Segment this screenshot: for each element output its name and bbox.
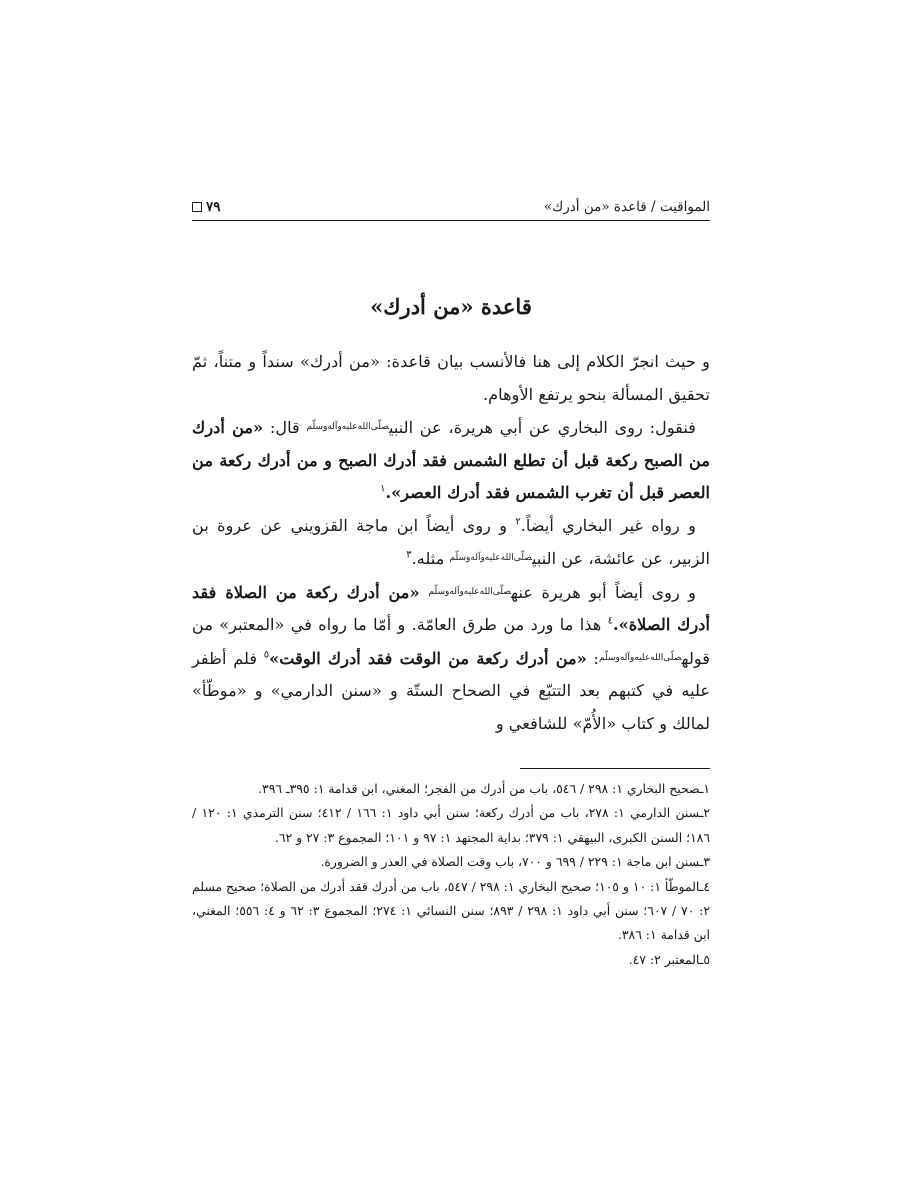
- page-number-block: [192, 199, 221, 215]
- footnote-text: الموطّأ ١: ١٠ و ١٠٥؛ صحيح البخاري ١: ٢٩٨ / ٥٤٧، باب من أدرك فقد أدرك من الصلاة؛ صحيح مسلم ٢: ٧٠ / ٦٠٧؛ سنن أبي داود ١: ٢٩٨ / ٨٩٣؛ سنن النسائي ١: ٢٧٤؛ المجموع ٣: ٦٢ و ٤: ٥٥٦؛ المغني، ابن قدامة ١: ٣٨٦.: [192, 878, 710, 943]
- footnote-ref-1: ١: [380, 483, 386, 495]
- page-number: ٧٩: [206, 199, 221, 215]
- footnote-number: ١ـ: [699, 781, 710, 796]
- footnote-text: سنن ابن ماجة ١: ٢٢٩ / ٦٩٩ و ٧٠٠، باب وقت الصلاة في العذر و الضرورة.: [320, 854, 700, 870]
- footnote-number: ٣ـ: [699, 854, 710, 870]
- footnote-5: [192, 948, 710, 972]
- footnote-1: [192, 777, 710, 801]
- footnote-number: ٢ـ: [699, 805, 710, 821]
- paragraph-1: و حيث انجرّ الكلام إلى هنا فالأنسب بيان قاعدة: «من أدرك» سنداً و متناً، ثمّ تحقيق المسألة بنحو يرتفع الأوهام.: [192, 352, 710, 404]
- p3-text-b: و روى أيضاً ابن ماجة القزويني عن عروة بن الزبير، عن عائشة، عن النبي: [192, 515, 710, 568]
- hadith-quote-1: «من أدرك من الصبح ركعة قبل أن تطلع الشمس فقد أدرك الصبح و من أدرك ركعة من العصر قبل أن تغرب الشمس فقد أدرك العصر».: [192, 418, 710, 502]
- p3-text-c: مثله.: [411, 549, 450, 568]
- footnote-separator: [520, 768, 710, 769]
- footnote-ref-3: ٣: [406, 549, 412, 561]
- footnote-ref-4: ٤: [607, 615, 613, 627]
- footnote-2: [192, 801, 710, 850]
- p4-text-a: و روى أيضاً أبو هريرة عنه: [511, 582, 696, 602]
- footnotes: [192, 777, 710, 972]
- running-title: المواقيت / قاعدة «من أدرك»: [543, 199, 710, 215]
- p2-text-a: فنقول: روى البخاري عن أبي هريرة، عن النبي: [389, 418, 696, 437]
- p3-text-a: و رواه غير البخاري أيضاً.: [520, 515, 696, 535]
- p4-text-b: هذا ما ورد من طرق العامّة. و أمّا ما رواه في «المعتبر» من قوله: [192, 615, 710, 668]
- footnote-4: [192, 875, 710, 948]
- salawat-ligature: صلّى‌الله‌عليه‌وآله‌وسلّم: [428, 586, 512, 597]
- square-ornament-icon: [192, 202, 202, 212]
- paragraph-2: [192, 411, 710, 510]
- footnote-ref-5: ٥: [263, 649, 270, 661]
- hadith-quote-3: «من أدرك ركعة من الوقت فقد أدرك الوقت»: [269, 648, 587, 668]
- hadith-quote-2: «من أدرك ركعة من الصلاة فقد أدرك الصلاة».: [192, 582, 710, 634]
- footnote-text: سنن الدارمي ١: ٢٧٨، باب من أدرك ركعة؛ سنن أبي داود ١: ١٦٦ / ٤١٢؛ سنن الترمذي ١: ١٢٠ / ١٨٦؛ السنن الكبرى، البيهقي ١: ٣٧٩؛ بداية المجتهد ١: ٩٧ و ١٠١؛ المجموع ٣: ٢٧ و ٦٢.: [192, 805, 710, 845]
- salawat-ligature: صلّى‌الله‌عليه‌وآله‌وسلّم: [306, 422, 389, 432]
- paragraph-4: [192, 576, 710, 741]
- footnote-ref-2: ٢: [515, 516, 521, 528]
- paragraph-3: [192, 510, 710, 576]
- footnote-text: صحيح البخاري ١: ٢٩٨ / ٥٤٦، باب من أدرك من الفجر؛ المغني، ابن قدامة ١: ٣٩٥ـ ٣٩٦.: [258, 781, 700, 796]
- footnote-3: [192, 850, 710, 874]
- footnote-number: ٤ـ: [699, 878, 710, 894]
- salawat-ligature: صلّى‌الله‌عليه‌وآله‌وسلّم: [599, 652, 682, 663]
- footnote-text: المعتبر ٢: ٤٧.: [628, 951, 700, 967]
- p4-text-c: :: [586, 648, 599, 668]
- p4-text-d: فلم أظفر عليه في كتبهم بعد التتبّع في الصحاح الستّة و «سنن الدارمي» و «موطّأ» لمالك و كتاب «الأُمّ» للشافعي و: [192, 648, 710, 733]
- footnote-number: ٥ـ: [699, 951, 710, 967]
- running-header: [192, 180, 710, 220]
- salawat-ligature: صلّى‌الله‌عليه‌وآله‌وسلّم: [449, 553, 533, 563]
- p2-text-b: قال:: [263, 418, 307, 437]
- book-page: [192, 180, 710, 1080]
- body-text: [192, 346, 710, 740]
- chapter-title: قاعدة «من أدرك»: [370, 294, 532, 319]
- header-rule: [192, 220, 710, 221]
